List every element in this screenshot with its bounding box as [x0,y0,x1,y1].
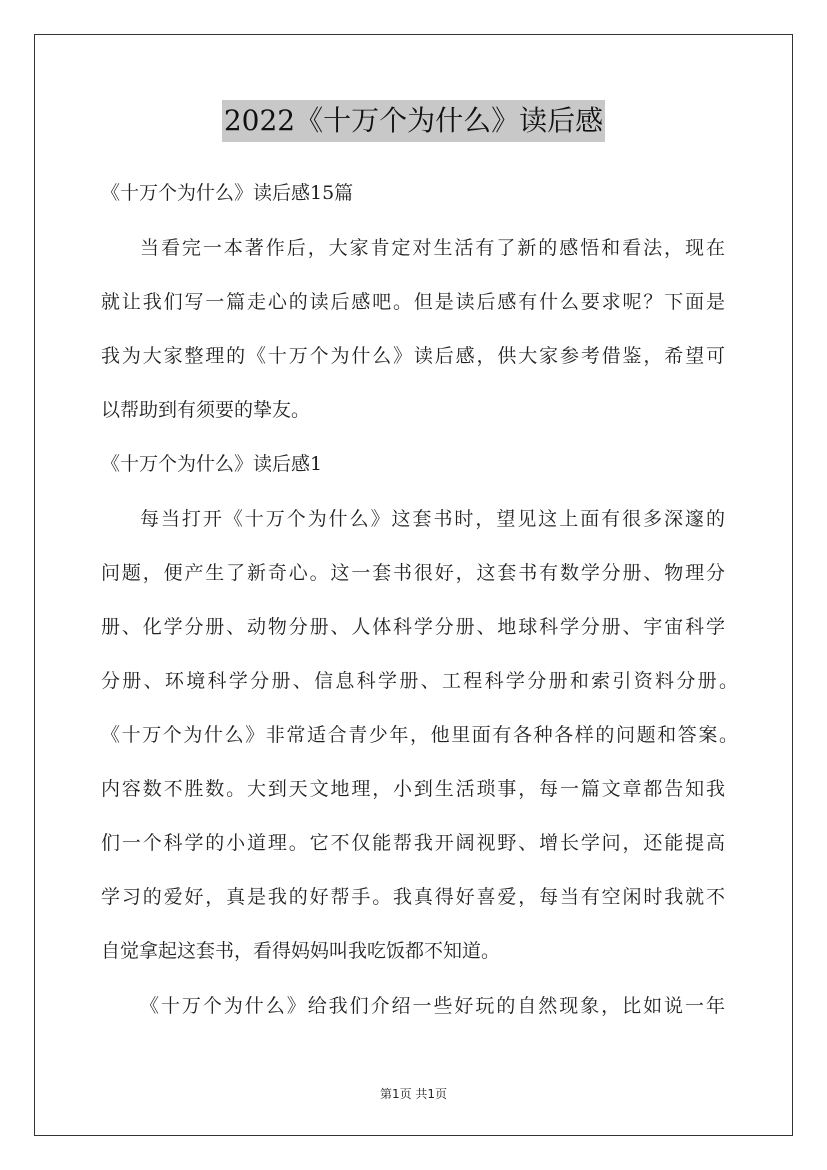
paragraph-line: 《十万个为什么》非常适合青少年，他里面有各种各样的问题和答案。 [101,724,738,746]
paragraph-line: 当看完一本著作后，大家肯定对生活有了新的感悟和看法，现在 [140,237,725,259]
page-footer: 第1页 共1页 [379,1087,448,1101]
paragraph-line: 问题，便产生了新奇心。这一套书很好，这套书有数学分册、物理分 [101,562,725,584]
paragraph-line: 《十万个为什么》给我们介绍一些好玩的自然现象，比如说一年 [140,995,725,1017]
paragraph-line: 学习的爱好，真是我的好帮手。我真得好喜爱，每当有空闲时我就不 [101,886,725,908]
subtitle-line: 《十万个为什么》读后感15篇 [101,182,354,204]
paragraph-line: 自觉拿起这套书，看得妈妈叫我吃饭都不知道。 [101,940,501,962]
paragraph-line: 每当打开《十万个为什么》这套书时，望见这上面有很多深邃的 [140,508,725,530]
section-heading: 《十万个为什么》读后感1 [101,453,323,475]
paragraph-line: 们一个科学的小道理。它不仅能帮我开阔视野、增长学问，还能提高 [101,832,725,854]
paragraph-line: 内容数不胜数。大到天文地理，小到生活琐事，每一篇文章都告知我 [101,778,725,800]
paragraph-line: 以帮助到有须要的挚友。 [101,399,311,421]
paragraph-line: 我为大家整理的《十万个为什么》读后感，供大家参考借鉴，希望可 [101,345,725,367]
paragraph-line: 册、化学分册、动物分册、人体科学分册、地球科学分册、宇宙科学 [101,616,725,638]
title-container [0,100,827,142]
document-title: 2022《十万个为什么》读后感 [222,100,605,142]
paragraph-line: 分册、环境科学分册、信息科学册、工程科学分册和索引资料分册。 [101,670,738,692]
paragraph-line: 就让我们写一篇走心的读后感吧。但是读后感有什么要求呢？下面是 [101,291,725,313]
